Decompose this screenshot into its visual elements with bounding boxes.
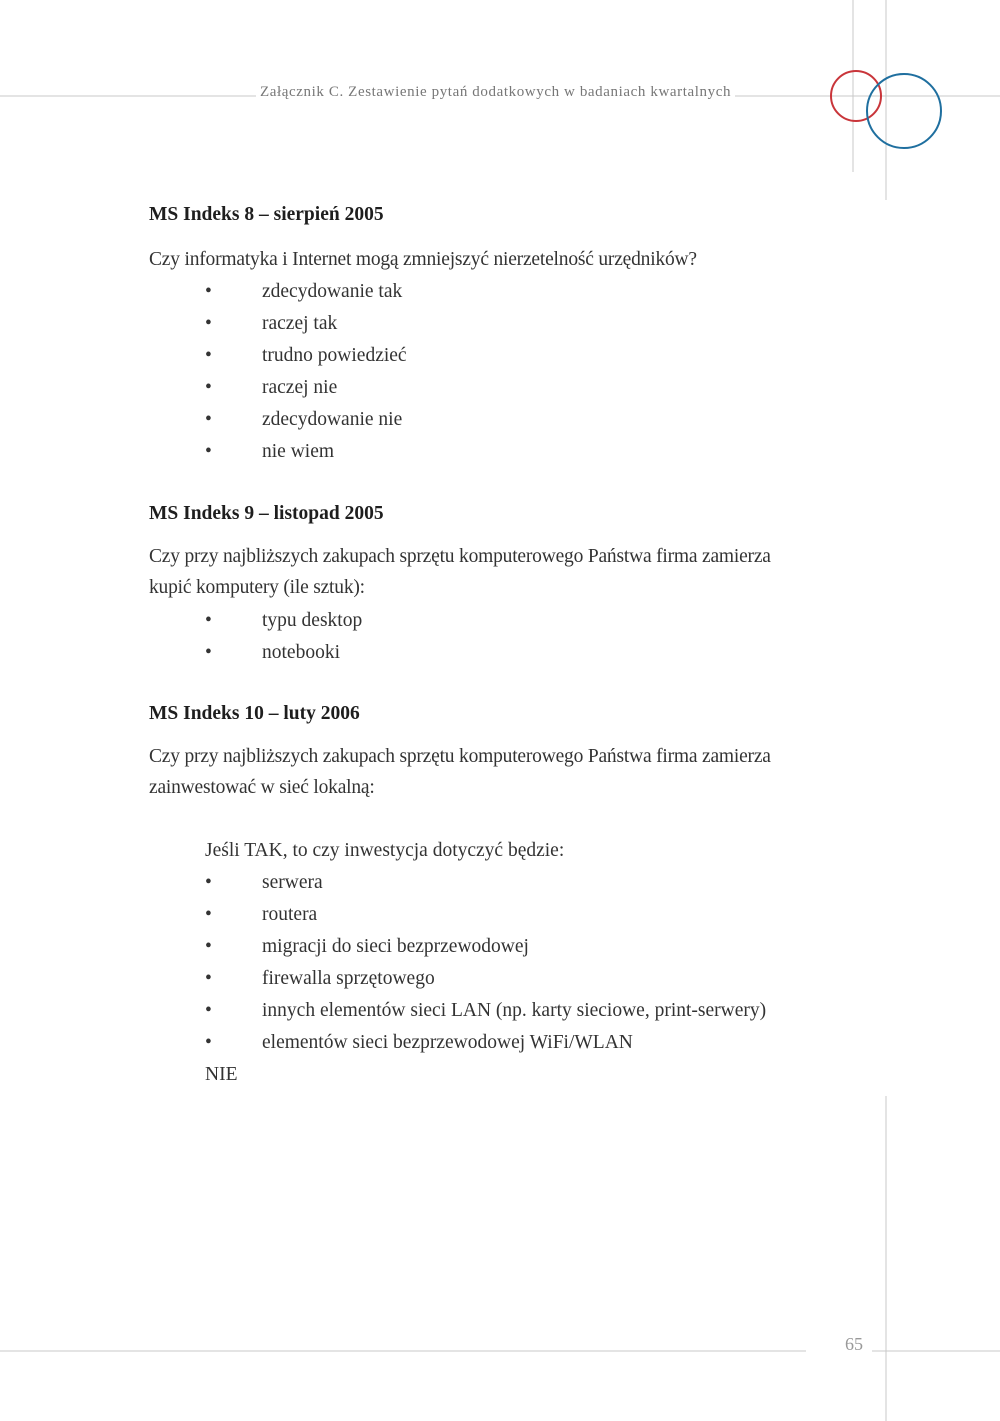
section-title: MS Indeks 10 – luty 2006: [149, 703, 360, 724]
page-number: 65: [845, 1334, 863, 1354]
question-text: Czy informatyka i Internet mogą zmniejszyć nierzetelność urzędników?: [149, 249, 697, 270]
blue-circle-logo: [867, 74, 941, 148]
question-text: kupić komputery (ile sztuk):: [149, 577, 365, 598]
bullet-icon: •: [205, 281, 212, 302]
bullet-icon: •: [205, 642, 212, 663]
sub-question: Jeśli TAK, to czy inwestycja dotyczyć będzie:: [205, 840, 565, 861]
bullet-icon: •: [205, 904, 212, 925]
section-title: MS Indeks 9 – listopad 2005: [149, 503, 384, 524]
bullet-icon: •: [205, 872, 212, 893]
section-title: MS Indeks 8 – sierpień 2005: [149, 204, 384, 225]
question-text: zainwestować w sieć lokalną:: [149, 777, 375, 798]
bullet-icon: •: [205, 441, 212, 462]
bullet-icon: •: [205, 1000, 212, 1021]
question-text: Czy przy najbliższych zakupach sprzętu komputerowego Państwa firma zamierza: [149, 546, 771, 567]
bullet-icon: •: [205, 610, 212, 631]
no-option: NIE: [205, 1064, 238, 1085]
bullet-icon: •: [205, 409, 212, 430]
bullet-icon: •: [205, 968, 212, 989]
bullet-icon: •: [205, 1032, 212, 1053]
bullet-icon: •: [205, 345, 212, 366]
bullet-icon: •: [205, 377, 212, 398]
bullet-icon: •: [205, 936, 212, 957]
question-text: Czy przy najbliższych zakupach sprzętu komputerowego Państwa firma zamierza: [149, 746, 771, 767]
running-header: Załącznik C. Zestawienie pytań dodatkowych w badaniach kwartalnych: [256, 84, 735, 101]
bullet-icon: •: [205, 313, 212, 334]
